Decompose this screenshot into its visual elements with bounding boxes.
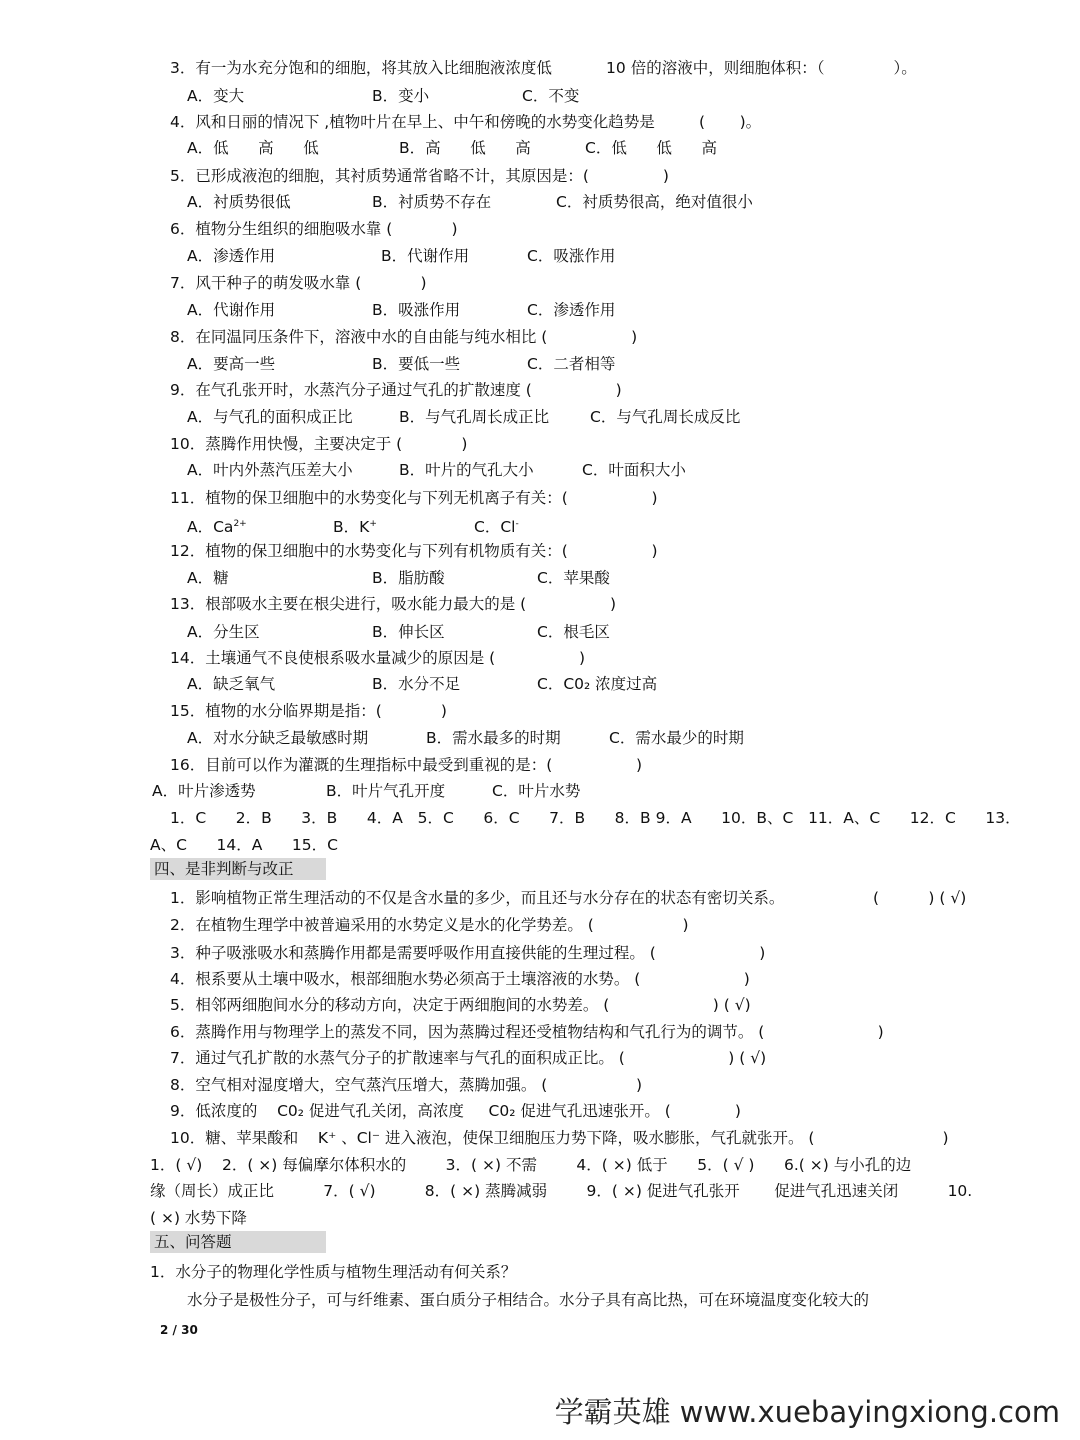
- option-a: A．叶片渗透势: [152, 782, 256, 800]
- judgment-item: 8．空气相对湿度增大，空气蒸汽压增大，蒸腾加强。 ( ): [170, 1076, 643, 1094]
- option-b: B．要低一些: [372, 355, 461, 373]
- option-a: A．分生区: [187, 623, 260, 641]
- question-stem: 10．蒸腾作用快慢，主要决定于 ( ): [170, 435, 468, 453]
- option-a: A．叶内外蒸汽压差大小: [187, 461, 353, 479]
- option-b: B．需水最多的时期: [426, 729, 561, 747]
- judgment-item: 10．糖、苹果酸和 K⁺ 、Cl⁻ 进入液泡，使保卫细胞压力势下降，吸水膨胀，气孔就张开。 ( ): [170, 1129, 949, 1147]
- question-stem: 5．已形成液泡的细胞，其衬质势通常省略不计，其原因是：( ): [170, 167, 669, 185]
- question-stem: 15．植物的水分临界期是指：( ): [170, 702, 447, 720]
- option-b: B．代谢作用: [381, 247, 470, 265]
- judgment-item: 3．种子吸涨吸水和蒸腾作用都是需要呼吸作用直接供能的生理过程。 ( ): [170, 944, 766, 962]
- judgment-item: 5．相邻两细胞间水分的移动方向，决定于两细胞间的水势差。 ( ) ( √): [170, 996, 751, 1014]
- question-stem: 3．有一为水充分饱和的细胞，将其放入比细胞液浓度低 10 倍的溶液中，则细胞体积：（ ）。: [170, 59, 917, 77]
- option-c: C．渗透作用: [527, 301, 616, 319]
- option-a: A．与气孔的面积成正比: [187, 408, 353, 426]
- page-number: 2 / 30: [160, 1323, 198, 1337]
- mc-answers-line1: 1．C 2．B 3．B 4．A 5．C 6．C 7．B 8．B 9．A 10．B、C 11．A、C 12．C 13．: [170, 809, 1021, 827]
- option-a: A．缺乏氧气: [187, 675, 276, 693]
- option-c: C．叶片水势: [492, 782, 581, 800]
- option-b: B．水分不足: [372, 675, 461, 693]
- watermark: 学霸英雄 www.xuebayingxiong.com: [554, 1395, 1060, 1429]
- option-c: C．二者相等: [527, 355, 616, 373]
- question-stem: 11．植物的保卫细胞中的水势变化与下列无机离子有关：( ): [170, 489, 658, 507]
- option-a: A．$Ca^{2+}$: [187, 518, 247, 537]
- option-a: A．要高一些: [187, 355, 276, 373]
- option-c: C．Cl-: [474, 518, 519, 537]
- option-b: B．变小: [372, 87, 430, 105]
- essay-question: 1．水分子的物理化学性质与植物生理活动有何关系？: [150, 1263, 517, 1281]
- option-b: B．叶片的气孔大小: [399, 461, 534, 479]
- judgment-item: 1．影响植物正常生理活动的不仅是含水量的多少，而且还与水分存在的状态有密切关系。 ( ) ( √): [170, 889, 967, 907]
- question-stem: 9．在气孔张开时，水蒸汽分子通过气孔的扩散速度 ( ): [170, 381, 622, 399]
- question-stem: 14．土壤通气不良使根系吸水量减少的原因是 ( ): [170, 649, 586, 667]
- judgment-answers-line3: ( ×) 水势下降: [150, 1209, 247, 1227]
- option-a: A．渗透作用: [187, 247, 276, 265]
- question-stem: 13．根部吸水主要在根尖进行，吸水能力最大的是 ( ): [170, 595, 617, 613]
- judgment-item: 6．蒸腾作用与物理学上的蒸发不同，因为蒸腾过程还受植物结构和气孔行为的调节。 ( ): [170, 1023, 884, 1041]
- option-c: C．根毛区: [537, 623, 610, 641]
- option-a: A．代谢作用: [187, 301, 276, 319]
- question-stem: 7．风干种子的萌发吸水靠 ( ): [170, 274, 427, 292]
- judgment-answers-line1: 1．( √) 2．( ×) 每偏摩尔体积水的 3．( ×) 不需 4．( ×) 低于 5．( √ ) 6.( ×) 与小孔的边: [150, 1156, 912, 1174]
- question-stem: 16．目前可以作为灌溉的生理指标中最受到重视的是：( ): [170, 756, 643, 774]
- option-b: B．叶片气孔开度: [326, 782, 446, 800]
- question-stem: 6．植物分生组织的细胞吸水靠 ( ): [170, 220, 458, 238]
- option-b: B．K+: [333, 518, 377, 537]
- mc-answers-line2: A、C 14．A 15．C: [150, 836, 338, 854]
- option-b: B．伸长区: [372, 623, 445, 641]
- option-c: C．需水最少的时期: [609, 729, 744, 747]
- option-c: C．苹果酸: [537, 569, 610, 587]
- question-stem: 4．风和日丽的情况下 ,植物叶片在早上、中午和傍晚的水势变化趋势是 ( )。: [170, 113, 762, 131]
- essay-answer: 水分子是极性分子，可与纤维素、蛋白质分子相结合。水分子具有高比热，可在环境温度变化较大的: [187, 1291, 870, 1309]
- judgment-item: 9．低浓度的 C0₂ 促进气孔关闭，高浓度 C0₂ 促进气孔迅速张开。 ( ): [170, 1102, 741, 1120]
- option-b: B．吸涨作用: [372, 301, 461, 319]
- section-5-heading: 五、问答题: [150, 1231, 326, 1253]
- option-c: C．衬质势很高，绝对值很小: [556, 193, 753, 211]
- option-b: B．脂肪酸: [372, 569, 445, 587]
- option-c: C．叶面积大小: [582, 461, 686, 479]
- option-b: B．高 低 高: [399, 139, 531, 157]
- option-a: A．衬质势很低: [187, 193, 291, 211]
- question-stem: 12．植物的保卫细胞中的水势变化与下列有机物质有关：( ): [170, 542, 658, 560]
- judgment-item: 4．根系要从土壤中吸水，根部细胞水势必须高于土壤溶液的水势。 ( ): [170, 970, 750, 988]
- option-b: B．与气孔周长成正比: [399, 408, 550, 426]
- judgment-answers-line2: 缘（周长）成正比 7．( √) 8．( ×) 蒸腾减弱 9．( ×) 促进气孔张开 促进气孔迅速关闭 10.: [150, 1182, 973, 1200]
- option-c: C．低 低 高: [585, 139, 717, 157]
- option-b: B．衬质势不存在: [372, 193, 492, 211]
- option-c: C．吸涨作用: [527, 247, 616, 265]
- option-c: C．不变: [522, 87, 580, 105]
- option-a: A．低 高 低: [187, 139, 319, 157]
- judgment-item: 7．通过气孔扩散的水蒸气分子的扩散速率与气孔的面积成正比。 ( ) ( √): [170, 1049, 767, 1067]
- option-c: C．与气孔周长成反比: [590, 408, 741, 426]
- judgment-item: 2．在植物生理学中被普遍采用的水势定义是水的化学势差。 ( ): [170, 916, 689, 934]
- option-a: A．对水分缺乏最敏感时期: [187, 729, 369, 747]
- option-c: C．C0₂ 浓度过高: [537, 675, 658, 693]
- question-stem: 8．在同温同压条件下，溶液中水的自由能与纯水相比 ( ): [170, 328, 638, 346]
- section-4-heading: 四、是非判断与改正: [150, 858, 326, 880]
- option-a: A．变大: [187, 87, 245, 105]
- option-a: A．糖: [187, 569, 229, 587]
